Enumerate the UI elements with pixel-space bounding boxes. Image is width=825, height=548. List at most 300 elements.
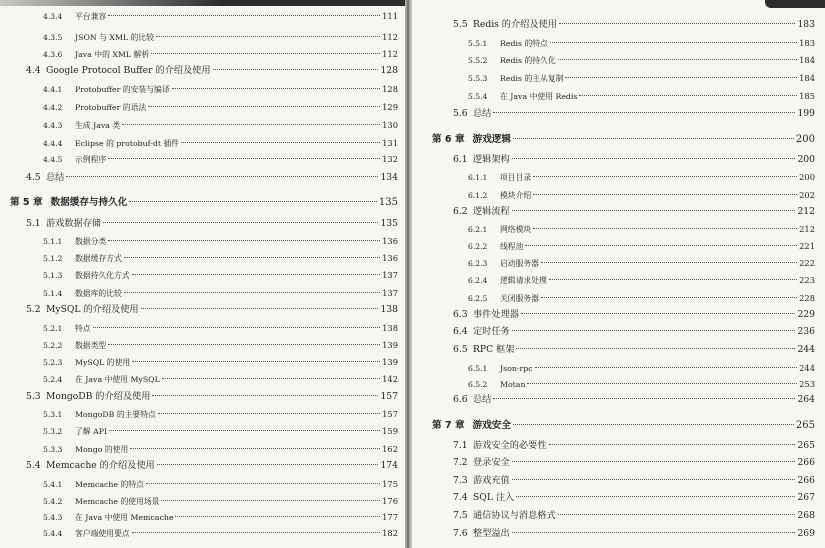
toc-page-number: 135 (380, 218, 398, 229)
toc-entry-number: 5.1.3 (43, 271, 63, 280)
toc-entry-title: 示例程序 (75, 155, 107, 164)
toc-entry-number: 第 7 章 (432, 420, 465, 431)
toc-entry-number: 5.1.2 (43, 254, 63, 263)
toc-entry (453, 307, 815, 323)
toc-page-number: 264 (797, 394, 815, 405)
toc-dot-leader (129, 201, 377, 202)
toc-chapter-entry (10, 195, 398, 211)
toc-entry (468, 376, 815, 392)
toc-dot-leader (132, 361, 380, 362)
toc-page-number: 132 (382, 154, 398, 164)
toc-entry (43, 151, 398, 167)
book-gutter (405, 0, 412, 548)
toc-entry (43, 117, 398, 133)
toc-entry (468, 88, 815, 104)
toc-entry (43, 46, 398, 62)
toc-entry-number: 6.1.2 (468, 191, 488, 200)
toc-page-number: 269 (797, 528, 815, 539)
toc-entry (468, 290, 815, 306)
toc-entry-title: 数据库的比较 (75, 289, 122, 298)
toc-entry-number: 5.5.4 (468, 92, 488, 101)
toc-dot-leader (549, 444, 796, 445)
toc-entry-number: 7.3 (453, 475, 468, 486)
toc-dot-leader (512, 479, 796, 480)
toc-entry (453, 508, 815, 524)
toc-entry-number: 4.4.2 (43, 103, 63, 112)
toc-dot-leader (533, 194, 797, 195)
toc-entry-title: 整型溢出 (473, 528, 510, 539)
toc-entry (43, 476, 398, 492)
toc-page-number: 174 (380, 460, 398, 471)
toc-entry (453, 490, 815, 506)
toc-page-number: 202 (799, 190, 815, 200)
toc-dot-leader (108, 15, 380, 16)
toc-page-number: 200 (797, 154, 815, 165)
toc-page-number: 176 (382, 496, 398, 506)
toc-entry (43, 99, 398, 115)
toc-dot-leader (512, 461, 796, 462)
toc-entry (468, 187, 815, 203)
toc-entry-number: 6.1.1 (468, 173, 488, 182)
toc-entry (453, 17, 815, 33)
toc-page-number: 268 (797, 510, 815, 521)
toc-dot-leader (175, 516, 380, 517)
toc-dot-leader (124, 257, 380, 258)
toc-dot-leader (565, 77, 797, 78)
toc-entry-title: Motan (500, 380, 526, 389)
toc-entry (453, 204, 815, 220)
toc-entry (468, 221, 815, 237)
toc-page-number: 200 (795, 134, 815, 145)
toc-page-number: 112 (382, 32, 398, 42)
toc-page-number: 228 (799, 293, 815, 303)
toc-entry (43, 285, 398, 301)
toc-entry (43, 81, 398, 97)
toc-entry-title: Java 中的 XML 解析 (75, 50, 150, 59)
toc-entry-title: Redis 的介绍及使用 (473, 19, 557, 30)
toc-entry-number: 6.2 (453, 206, 468, 217)
toc-entry (453, 438, 815, 454)
toc-entry (26, 389, 398, 405)
toc-entry (453, 473, 815, 489)
toc-entry-number: 6.1 (453, 154, 468, 165)
toc-entry-title: 关闭服务器 (500, 294, 539, 303)
toc-entry-number: 6.2.3 (468, 259, 488, 268)
toc-dot-leader (132, 532, 381, 533)
right-page-top-shadow (765, 0, 825, 8)
toc-entry (43, 354, 398, 370)
toc-entry-title: 游戏逻辑 (472, 134, 511, 145)
toc-entry-number: 5.2.3 (43, 358, 63, 367)
toc-entry (43, 8, 398, 24)
toc-dot-leader (513, 138, 794, 139)
toc-entry (43, 320, 398, 336)
toc-entry-number: 第 5 章 (10, 197, 43, 208)
toc-entry (468, 255, 815, 271)
toc-page-number: 129 (382, 102, 398, 112)
toc-page-number: 157 (382, 409, 398, 419)
toc-entry-number: 5.1.4 (43, 289, 63, 298)
toc-entry-number: 5.5.2 (468, 56, 488, 65)
toc-entry-title: 启动服务器 (500, 259, 539, 268)
toc-dot-leader (559, 23, 796, 24)
toc-page-number: 111 (382, 11, 398, 21)
toc-entry-number: 第 6 章 (432, 134, 465, 145)
toc-entry (43, 406, 398, 422)
toc-dot-leader (151, 53, 380, 54)
toc-page-number: 184 (799, 73, 815, 83)
toc-entry-title: 数据类型 (75, 341, 107, 350)
toc-entry-title: 数据分类 (75, 237, 107, 246)
toc-dot-leader (162, 378, 380, 379)
toc-page-number: 244 (797, 344, 815, 355)
toc-page-number: 128 (380, 65, 398, 76)
toc-entry-title: MySQL 的介绍及使用 (46, 304, 139, 315)
toc-entry (43, 525, 398, 541)
toc-entry-number: 5.3 (26, 391, 41, 402)
toc-dot-leader (493, 398, 795, 399)
toc-entry (43, 267, 398, 283)
toc-entry-title: Protobuffer 的安装与编译 (75, 85, 170, 94)
toc-entry (43, 337, 398, 353)
toc-page-number: 212 (799, 224, 815, 234)
toc-dot-leader (108, 344, 380, 345)
toc-entry-number: 5.1.1 (43, 237, 63, 246)
toc-entry-number: 5.3.3 (43, 445, 63, 454)
toc-entry-title: 数据持久化方式 (75, 271, 130, 280)
toc-entry-number: 6.2.1 (468, 225, 488, 234)
toc-entry-title: 总结 (46, 172, 65, 183)
toc-entry-title: RPC 框架 (473, 344, 515, 355)
toc-entry-title: MongoDB 的主要特点 (75, 410, 156, 419)
toc-entry-number: 4.4.3 (43, 121, 63, 130)
toc-dot-leader (152, 395, 378, 396)
toc-page-number: 185 (799, 91, 815, 101)
toc-entry (26, 63, 398, 79)
toc-page-number: 157 (380, 391, 398, 402)
toc-dot-leader (512, 330, 796, 331)
toc-dot-leader (66, 176, 378, 177)
toc-entry-number: 7.4 (453, 492, 468, 503)
toc-entry-title: 在 Java 中使用 MySQL (75, 375, 160, 384)
toc-dot-leader (93, 327, 381, 328)
toc-entry-title: 登录安全 (473, 457, 510, 468)
toc-entry-title: Redis 的特点 (500, 39, 548, 48)
toc-entry (43, 441, 398, 457)
toc-entry (26, 302, 398, 318)
toc-page-number: 112 (382, 49, 398, 59)
toc-page-number: 130 (382, 120, 398, 130)
toc-page-number: 175 (382, 479, 398, 489)
toc-page-number: 266 (797, 457, 815, 468)
toc-entry (43, 29, 398, 45)
toc-entry-number: 4.4.1 (43, 85, 63, 94)
toc-entry-title: Redis 的持久化 (500, 56, 556, 65)
toc-dot-leader (516, 348, 795, 349)
toc-dot-leader (558, 514, 796, 515)
toc-entry-number: 5.2.4 (43, 375, 63, 384)
toc-dot-leader (512, 210, 796, 211)
toc-entry (26, 458, 398, 474)
toc-entry-title: 定时任务 (473, 326, 510, 337)
toc-chapter-entry (432, 132, 815, 148)
toc-page-number: 137 (382, 288, 398, 298)
toc-entry-number: 5.4.4 (43, 529, 63, 538)
toc-dot-leader (533, 228, 797, 229)
toc-entry-title: 生成 Java 类 (75, 121, 121, 130)
toc-entry (468, 70, 815, 86)
toc-entry-title: 特点 (75, 324, 91, 333)
toc-entry-title: 在 Java 中使用 Redis (500, 92, 578, 101)
toc-dot-leader (132, 274, 381, 275)
toc-page-number: 136 (382, 253, 398, 263)
toc-entry-number: 7.2 (453, 457, 468, 468)
toc-page-number: 229 (797, 309, 815, 320)
left-page (0, 0, 405, 548)
toc-dot-leader (513, 424, 794, 425)
toc-dot-leader (527, 383, 797, 384)
toc-entry-number: 6.6 (453, 394, 468, 405)
toc-page-number: 137 (382, 270, 398, 280)
toc-entry (468, 52, 815, 68)
toc-dot-leader (108, 158, 380, 159)
toc-entry-title: 通信协议与消息格式 (473, 510, 556, 521)
toc-entry (26, 216, 398, 232)
toc-entry-title: 总结 (473, 108, 492, 119)
toc-entry-title: 线程池 (500, 242, 524, 251)
toc-entry-number: 5.1 (26, 218, 41, 229)
toc-dot-leader (158, 413, 380, 414)
toc-entry-number: 6.5.1 (468, 364, 488, 373)
toc-entry-number: 5.4.2 (43, 497, 63, 506)
toc-entry-title: 了解 API (75, 427, 108, 436)
toc-dot-leader (181, 142, 380, 143)
toc-dot-leader (108, 240, 380, 241)
toc-entry (468, 238, 815, 254)
toc-dot-leader (512, 158, 796, 159)
toc-page-number: 253 (799, 379, 815, 389)
toc-entry-title: 事件处理器 (473, 309, 519, 320)
toc-entry-title: Eclipse 的 protobuf-dt 插件 (75, 139, 180, 148)
toc-entry (453, 455, 815, 471)
toc-dot-leader (148, 106, 380, 107)
toc-entry-title: Protobuffer 的语法 (75, 103, 147, 112)
toc-entry-number: 4.5 (26, 172, 41, 183)
toc-dot-leader (161, 500, 380, 501)
toc-entry-number: 5.6 (453, 108, 468, 119)
toc-page-number: 139 (382, 340, 398, 350)
toc-dot-leader (541, 262, 797, 263)
toc-entry (453, 342, 815, 358)
toc-entry (43, 233, 398, 249)
toc-dot-leader (157, 464, 379, 465)
toc-entry-title: Memcache 的特点 (75, 480, 144, 489)
toc-entry-number: 5.3.1 (43, 410, 63, 419)
toc-page-number: 265 (795, 420, 815, 431)
toc-entry-number: 6.3 (453, 309, 468, 320)
toc-entry-number: 7.5 (453, 510, 468, 521)
toc-entry-number: 7.6 (453, 528, 468, 539)
toc-dot-leader (156, 36, 380, 37)
toc-page-number: 212 (797, 206, 815, 217)
toc-dot-leader (525, 245, 797, 246)
toc-page-number: 183 (797, 19, 815, 30)
toc-entry-title: 在 Java 中使用 Memcache (75, 513, 174, 522)
toc-entry (468, 169, 815, 185)
toc-entry (468, 272, 815, 288)
toc-page-number: 265 (797, 440, 815, 451)
toc-entry-number: 5.5.1 (468, 39, 488, 48)
toc-entry-number: 6.4 (453, 326, 468, 337)
left-page-top-shadow (0, 0, 405, 6)
toc-entry-number: 5.5.3 (468, 74, 488, 83)
toc-entry-title: 数据缓存与持久化 (50, 197, 128, 208)
toc-entry-number: 5.4.3 (43, 513, 63, 522)
toc-entry-title: 网络模块 (500, 225, 532, 234)
toc-dot-leader (146, 483, 380, 484)
toc-entry (453, 324, 815, 340)
toc-entry (468, 360, 815, 376)
toc-entry-title: 游戏安全的必要性 (473, 440, 547, 451)
toc-entry-number: 6.2.5 (468, 294, 488, 303)
toc-page-number: 139 (382, 357, 398, 367)
toc-page-number: 142 (382, 374, 398, 384)
toc-entry-number: 5.2.1 (43, 324, 63, 333)
toc-entry-number: 5.5 (453, 19, 468, 30)
toc-entry-title: MongoDB 的介绍及使用 (46, 391, 151, 402)
toc-page-number: 267 (797, 492, 815, 503)
toc-entry-title: 游戏安全 (472, 420, 511, 431)
toc-entry (43, 135, 398, 151)
toc-entry (26, 170, 398, 186)
toc-entry-title: Memcache 的介绍及使用 (46, 460, 155, 471)
toc-dot-leader (549, 279, 797, 280)
toc-entry-number: 5.4.1 (43, 480, 63, 489)
toc-entry-title: 平台兼容 (75, 12, 107, 21)
toc-entry (468, 35, 815, 51)
toc-entry-number: 6.5 (453, 344, 468, 355)
toc-page-number: 162 (382, 444, 398, 454)
toc-page-number: 131 (382, 138, 398, 148)
toc-dot-leader (109, 430, 380, 431)
toc-page-number: 223 (799, 275, 815, 285)
toc-dot-leader (124, 292, 380, 293)
toc-entry-title: 项目目录 (500, 173, 532, 182)
toc-dot-leader (103, 222, 378, 223)
toc-entry-title: Memcache 的使用场景 (75, 497, 160, 506)
toc-entry (453, 106, 815, 122)
toc-page-number: 136 (382, 236, 398, 246)
toc-entry-title: 模块介绍 (500, 191, 532, 200)
toc-page-number: 221 (799, 241, 815, 251)
toc-entry-number: 6.2.4 (468, 276, 488, 285)
toc-entry-title: JSON 与 XML 的比较 (75, 33, 155, 42)
toc-dot-leader (579, 95, 797, 96)
toc-entry-title: Google Protocol Buffer 的介绍及使用 (46, 65, 211, 76)
toc-dot-leader (493, 112, 795, 113)
toc-dot-leader (558, 59, 798, 60)
toc-page-number: 183 (799, 38, 815, 48)
toc-dot-leader (535, 367, 798, 368)
toc-page-number: 199 (797, 108, 815, 119)
toc-entry-title: 游戏数据存储 (46, 218, 102, 229)
toc-page-number: 244 (799, 363, 815, 373)
toc-entry-number: 6.5.2 (468, 380, 488, 389)
toc-entry-number: 4.3.6 (43, 50, 63, 59)
toc-entry-title: 总结 (473, 394, 492, 405)
toc-page-number: 135 (378, 197, 398, 208)
toc-dot-leader (141, 308, 379, 309)
toc-page-number: 236 (797, 326, 815, 337)
toc-entry (43, 371, 398, 387)
toc-dot-leader (516, 496, 795, 497)
toc-entry-title: 逻辑请求处理 (500, 276, 547, 285)
toc-dot-leader (512, 532, 796, 533)
toc-page-number: 138 (380, 304, 398, 315)
toc-entry-title: Redis 的主从复制 (500, 74, 564, 83)
toc-page-number: 184 (799, 55, 815, 65)
toc-page-number: 200 (799, 172, 815, 182)
toc-dot-leader (541, 297, 797, 298)
toc-entry-title: MySQL 的使用 (75, 358, 131, 367)
toc-entry-number: 4.4.5 (43, 155, 63, 164)
toc-entry-title: 游戏充值 (473, 475, 510, 486)
toc-entry-number: 4.3.4 (43, 12, 63, 21)
toc-page-number: 159 (382, 426, 398, 436)
toc-entry-title: 逻辑流程 (473, 206, 510, 217)
toc-page-number: 128 (382, 84, 398, 94)
toc-dot-leader (213, 69, 379, 70)
toc-page-number: 182 (382, 528, 398, 538)
toc-entry-title: SQL 注入 (473, 492, 515, 503)
toc-entry (43, 250, 398, 266)
toc-entry (453, 392, 815, 408)
toc-entry (453, 152, 815, 168)
toc-dot-leader (130, 448, 380, 449)
toc-entry-title: 数据缓存方式 (75, 254, 122, 263)
toc-dot-leader (122, 124, 380, 125)
toc-dot-leader (172, 88, 381, 89)
toc-entry-number: 4.4 (26, 65, 41, 76)
toc-entry-number: 7.1 (453, 440, 468, 451)
toc-entry-title: 客户端使用要点 (75, 529, 130, 538)
toc-page-number: 266 (797, 475, 815, 486)
toc-dot-leader (533, 176, 797, 177)
toc-page-number: 222 (799, 258, 815, 268)
toc-entry-number: 4.4.4 (43, 139, 63, 148)
right-page (412, 0, 825, 548)
toc-entry (453, 526, 815, 542)
toc-entry-number: 5.3.2 (43, 427, 63, 436)
toc-entry-title: 逻辑架构 (473, 154, 510, 165)
toc-entry-number: 5.2.2 (43, 341, 63, 350)
toc-page-number: 177 (382, 512, 398, 522)
toc-entry-number: 5.4 (26, 460, 41, 471)
toc-page-number: 134 (380, 172, 398, 183)
toc-dot-leader (521, 313, 796, 314)
toc-entry-title: Json-rpc (500, 364, 533, 373)
toc-entry (43, 493, 398, 509)
toc-entry (43, 509, 398, 525)
toc-chapter-entry (432, 418, 815, 434)
toc-entry-number: 5.2 (26, 304, 41, 315)
toc-entry-number: 4.3.5 (43, 33, 63, 42)
toc-entry-number: 6.2.2 (468, 242, 488, 251)
toc-entry (43, 423, 398, 439)
toc-page-number: 138 (382, 323, 398, 333)
toc-entry-title: Mongo 的使用 (75, 445, 129, 454)
toc-dot-leader (550, 42, 797, 43)
